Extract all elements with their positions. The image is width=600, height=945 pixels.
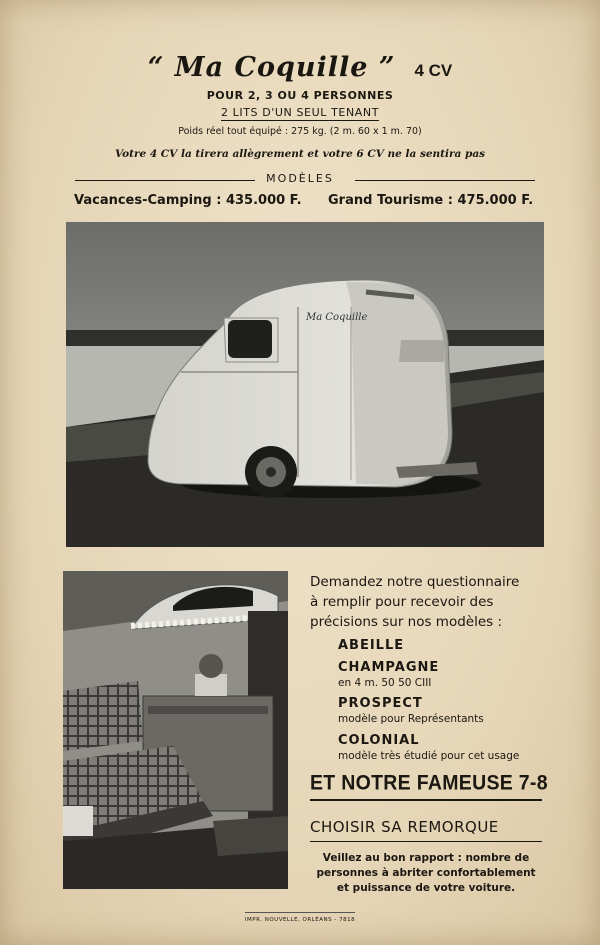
advice-line-1: Veillez au bon rapport : nombre de bbox=[322, 852, 530, 864]
caravan-script-label: Ma Coquille bbox=[306, 312, 368, 323]
cv-label: 4 CV bbox=[414, 61, 453, 80]
caravan-interior-illustration bbox=[63, 571, 288, 889]
persons-line: POUR 2, 3 OU 4 PERSONNES bbox=[206, 89, 394, 102]
rule-under-famous bbox=[310, 799, 542, 801]
model-prospect: PROSPECT bbox=[338, 696, 423, 711]
request-paragraph bbox=[310, 572, 550, 632]
printer-imprint: IMPR. NOUVELLE, ORLÉANS - 7818 bbox=[244, 917, 356, 923]
caravan-interior-photo bbox=[63, 571, 288, 889]
model-colonial: COLONIAL bbox=[338, 733, 420, 748]
model-champagne: CHAMPAGNE bbox=[338, 660, 440, 675]
price-vacances-camping: Vacances-Camping : 435.000 F. bbox=[74, 193, 302, 208]
choose-trailer-heading: CHOISIR SA REMORQUE bbox=[310, 818, 499, 836]
caravan-exterior-photo bbox=[66, 222, 544, 547]
model-colonial-desc: modèle très étudié pour cet usage bbox=[338, 750, 520, 762]
caravan-exterior-illustration bbox=[66, 222, 544, 547]
imprint-rule bbox=[245, 912, 355, 913]
title-row bbox=[0, 52, 600, 83]
request-line-1: Demandez notre questionnaire bbox=[310, 574, 520, 590]
beds-line bbox=[0, 106, 600, 119]
models-rule-right bbox=[355, 180, 535, 181]
request-line-3: précisions sur nos modèles : bbox=[310, 614, 503, 630]
advice-paragraph bbox=[306, 851, 546, 896]
rule-under-choose bbox=[310, 841, 542, 842]
advice-line-2: personnes à abriter confortablement bbox=[316, 867, 536, 879]
request-line-2: à remplir pour recevoir des bbox=[310, 594, 494, 610]
models-label: MODÈLES bbox=[266, 172, 334, 185]
famous-model-heading: ET NOTRE FAMEUSE 7-8 bbox=[310, 771, 548, 795]
model-prospect-desc: modèle pour Représentants bbox=[338, 713, 484, 725]
towing-line: Votre 4 CV la tirera allègrement et votre 6 CV ne la sentira pas bbox=[114, 148, 486, 160]
advice-line-3: et puissance de votre voiture. bbox=[336, 882, 516, 894]
model-champagne-desc: en 4 m. 50 50 CIII bbox=[338, 677, 432, 689]
weight-line: Poids réel tout équipé : 275 kg. (2 m. 60 x 1 m. 70) bbox=[178, 126, 422, 137]
model-abeille: ABEILLE bbox=[338, 638, 405, 653]
price-grand-tourisme: Grand Tourisme : 475.000 F. bbox=[328, 193, 534, 208]
page-title: “ Ma Coquille ” bbox=[147, 52, 396, 83]
beds-text: 2 LITS D'UN SEUL TENANT bbox=[220, 106, 380, 119]
